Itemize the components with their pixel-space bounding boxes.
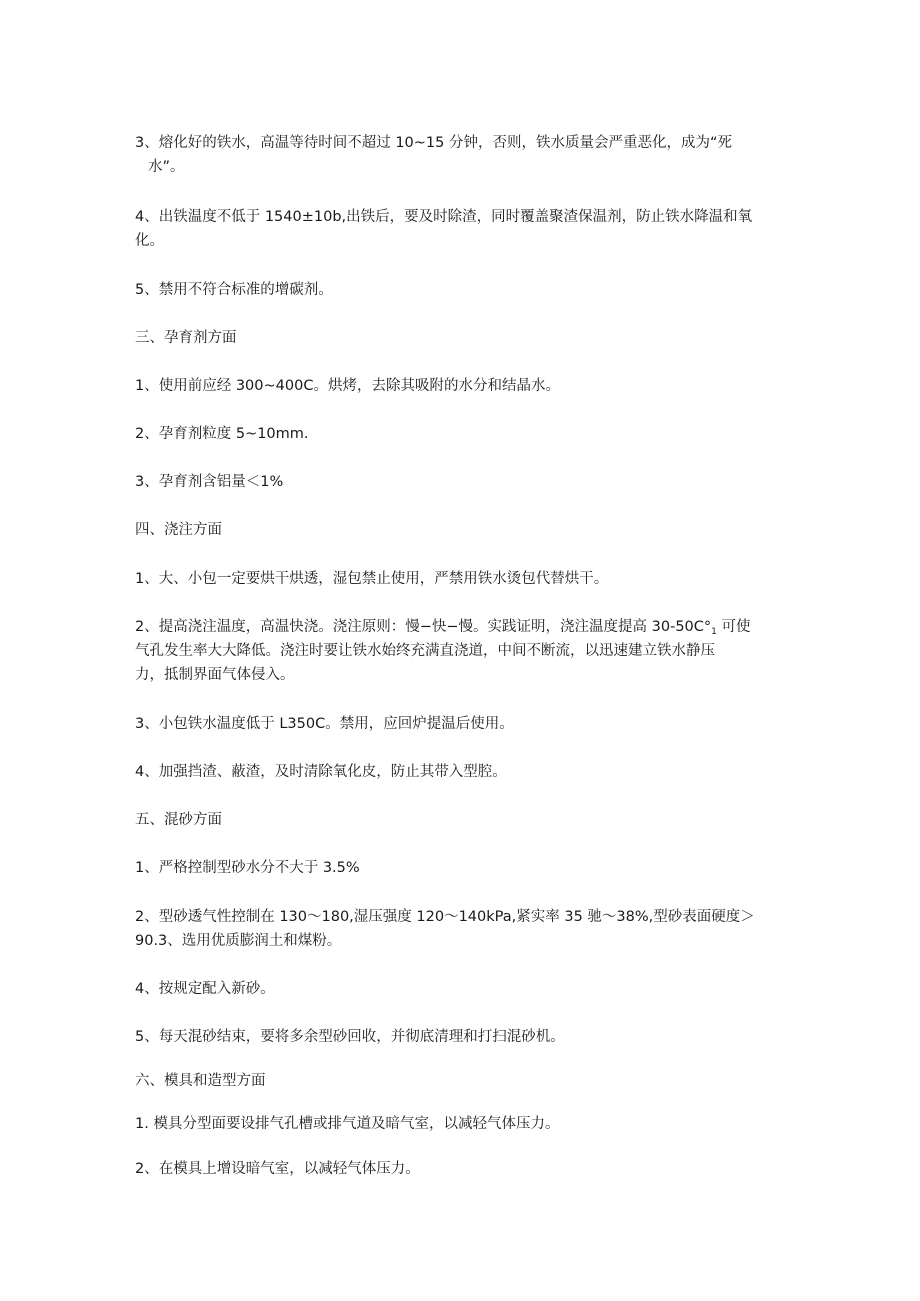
paragraph-line: 化。 bbox=[135, 233, 164, 249]
paragraph-line: 2、型砂透气性控制在 130～180,湿压强度 120～140kPa,紧实率 35 驰～38%,型砂表面硬度＞ bbox=[135, 909, 755, 925]
paragraph-line: 1、使用前应经 300~400C。烘烤，去除其吸附的水分和结晶水。 bbox=[135, 378, 560, 394]
paragraph-line: 气孔发生率大大降低。浇注时要让铁水始终充满直浇道，中间不断流，以迅速建立铁水静压 bbox=[135, 643, 715, 659]
paragraph-line: 3、熔化好的铁水，高温等待时间不超过 10~15 分钟，否则，铁水质量会严重恶化，成为“死 bbox=[135, 135, 733, 151]
paragraph-line: 2、孕育剂粒度 5~10mm. bbox=[135, 426, 309, 442]
paragraph-line: 5、禁用不符合标准的增碳剂。 bbox=[135, 282, 333, 298]
section-heading: 五、混砂方面 bbox=[135, 812, 222, 828]
paragraph-line: 4、加强挡渣、蔽渣，及时清除氧化皮，防止其带入型腔。 bbox=[135, 764, 507, 780]
paragraph-line: 1. 模具分型面要设排气孔槽或排气道及暗气室，以减轻气体压力。 bbox=[135, 1116, 560, 1132]
paragraph-text: 2、提高浇注温度，高温快浇。浇注原则：慢−快−慢。实践证明，浇注温度提高 30-50C° bbox=[135, 619, 712, 635]
paragraph-line: 水”。 bbox=[148, 159, 185, 175]
paragraph-text: 可使 bbox=[716, 619, 751, 635]
section-heading: 六、模具和造型方面 bbox=[135, 1073, 266, 1089]
section-heading: 四、浇注方面 bbox=[135, 522, 222, 538]
paragraph-line: 3、孕育剂含铝量＜1% bbox=[135, 474, 284, 490]
paragraph-line: 1、严格控制型砂水分不大于 3.5% bbox=[135, 860, 360, 876]
paragraph-line: 4、出铁温度不低于 1540±10b,出铁后，要及时除渣，同时覆盖聚渣保温剂，防止铁水降温和氧 bbox=[135, 209, 753, 225]
subscript-mark: 1 bbox=[711, 627, 717, 637]
paragraph-line: 4、按规定配入新砂。 bbox=[135, 981, 275, 997]
paragraph-line: 5、每天混砂结束，要将多余型砂回收，并彻底清理和打扫混砂机。 bbox=[135, 1029, 565, 1045]
paragraph-line: 3、小包铁水温度低于 L350C。禁用，应回炉提温后使用。 bbox=[135, 716, 514, 732]
paragraph-line: 力，抵制界面气体侵入。 bbox=[135, 667, 295, 683]
paragraph-line: 90.3、选用优质膨润土和煤粉。 bbox=[135, 933, 342, 949]
paragraph-line: 1、大、小包一定要烘干烘透，湿包禁止使用，严禁用铁水烫包代替烘干。 bbox=[135, 571, 609, 587]
section-heading: 三、孕育剂方面 bbox=[135, 330, 237, 346]
paragraph-line: 2、在模具上增设暗气室，以减轻气体压力。 bbox=[135, 1161, 420, 1177]
